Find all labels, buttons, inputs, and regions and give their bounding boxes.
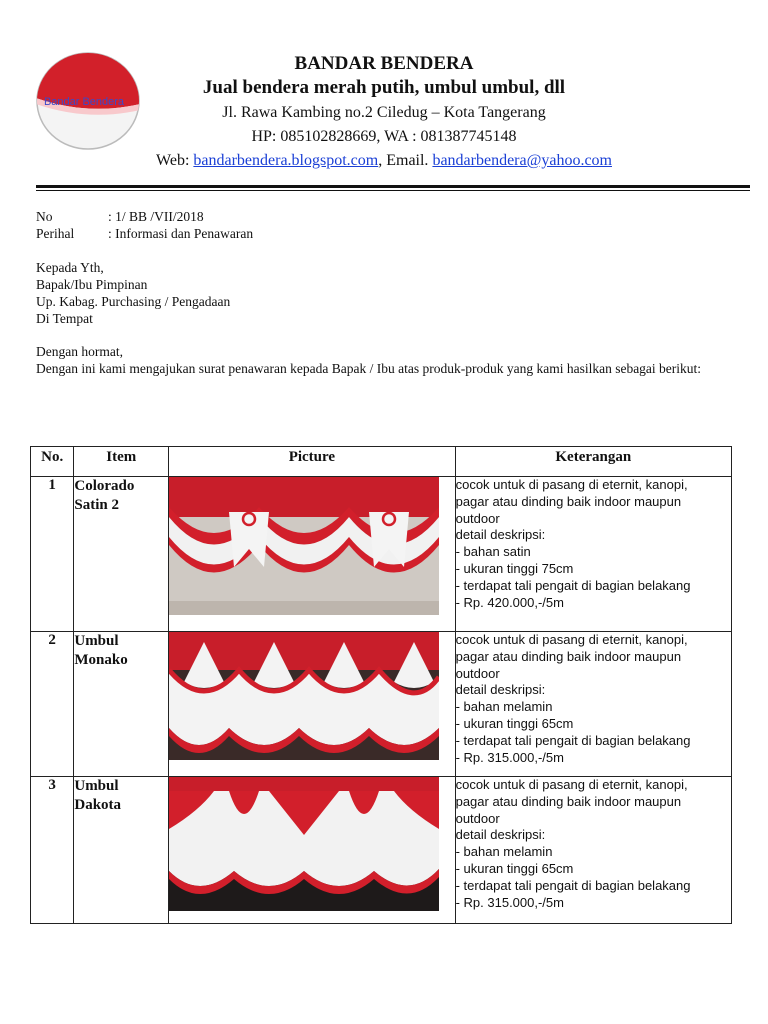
recipient-line: Up. Kabag. Purchasing / Pengadaan <box>36 294 231 309</box>
table-header-row <box>31 447 732 477</box>
description-line: - bahan melamin <box>455 844 553 860</box>
row-number: 3 <box>31 777 74 924</box>
subject-label: Perihal <box>36 226 75 241</box>
item-name-line: Dakota <box>74 797 122 813</box>
product-description <box>455 777 731 924</box>
description-line: cocok untuk di pasang di eternit, kanopi, <box>455 477 688 492</box>
description-line: - ukuran tinggi 65cm <box>455 860 574 876</box>
description-line: outdoor <box>455 810 500 826</box>
product-description <box>455 632 731 777</box>
description-line: detail deskripsi: <box>455 527 546 543</box>
company-phone: HP: 085102828669, WA : 081387745148 <box>251 128 517 145</box>
description-line: cocok untuk di pasang di eternit, kanopi, <box>455 777 688 792</box>
colorado-satin-photo <box>169 477 439 615</box>
header-item: Item <box>74 447 169 477</box>
recipient-line: Di Tempat <box>36 311 93 326</box>
umbul-dakota-photo <box>169 777 439 911</box>
product-picture-cell <box>169 477 455 632</box>
table-row <box>31 477 732 632</box>
description-line: - bahan melamin <box>455 699 553 715</box>
header-keterangan: Keterangan <box>455 447 731 477</box>
product-picture-cell <box>169 632 455 777</box>
description-line: pagar atau dinding baik indoor maupun <box>455 793 682 809</box>
item-name <box>74 477 169 632</box>
item-name-line: Colorado <box>74 478 135 494</box>
description-line: pagar atau dinding baik indoor maupun <box>455 648 682 664</box>
intro-paragraph: Dengan ini kami mengajukan surat penawaran kepada Bapak / Ibu atas produk-produk yang kami hasilkan sebagai berikut: <box>36 361 702 376</box>
description-line: detail deskripsi: <box>455 827 546 843</box>
item-name <box>74 777 169 924</box>
header-divider-thick <box>36 185 750 188</box>
website-link[interactable]: bandarbendera.blogspot.com <box>193 152 379 169</box>
email-label: , Email. <box>378 152 433 169</box>
header-no: No. <box>31 447 74 477</box>
price-line: - Rp. 315.000,-/5m <box>455 749 564 765</box>
letterhead <box>120 52 648 173</box>
greeting: Dengan hormat, <box>36 344 123 359</box>
product-table <box>30 446 732 924</box>
letter-meta <box>36 208 253 242</box>
item-name-line: Monako <box>74 652 128 668</box>
description-line: - ukuran tinggi 65cm <box>455 715 574 731</box>
item-name-line: Umbul <box>74 778 119 794</box>
description-line: - terdapat tali pengait di bagian belakang <box>455 732 691 748</box>
header-picture: Picture <box>169 447 455 477</box>
item-name <box>74 632 169 777</box>
product-picture-cell <box>169 777 455 924</box>
price-line: - Rp. 420.000,-/5m <box>455 594 564 610</box>
recipient-block <box>36 259 230 327</box>
recipient-line: Bapak/Ibu Pimpinan <box>36 277 148 292</box>
description-line: outdoor <box>455 510 500 526</box>
letter-body <box>36 343 726 377</box>
row-number: 2 <box>31 632 74 777</box>
product-description <box>455 477 731 632</box>
description-line: - bahan satin <box>455 544 531 560</box>
row-number: 1 <box>31 477 74 632</box>
table-row <box>31 777 732 924</box>
recipient-line: Kepada Yth, <box>36 260 104 275</box>
letter-number-value: : 1/ BB /VII/2018 <box>108 209 204 224</box>
company-tagline: Jual bendera merah putih, umbul umbul, dll <box>202 77 566 98</box>
description-line: - terdapat tali pengait di bagian belakang <box>455 877 691 893</box>
logo-text: Bandar Bendera <box>43 96 125 108</box>
description-line: cocok untuk di pasang di eternit, kanopi, <box>455 632 688 647</box>
company-contacts <box>120 149 648 173</box>
description-line: outdoor <box>455 665 500 681</box>
web-label: Web: <box>156 152 194 169</box>
price-line: - Rp. 315.000,-/5m <box>455 894 564 910</box>
description-line: detail deskripsi: <box>455 682 546 698</box>
table-row <box>31 632 732 777</box>
letter-number-label: No <box>36 209 53 224</box>
company-address: Jl. Rawa Kambing no.2 Ciledug – Kota Tangerang <box>222 104 546 121</box>
description-line: - terdapat tali pengait di bagian belakang <box>455 577 691 593</box>
company-name: BANDAR BENDERA <box>294 53 474 74</box>
umbul-monako-photo <box>169 632 439 760</box>
header-divider-thin <box>36 190 750 191</box>
description-line: - ukuran tinggi 75cm <box>455 560 574 576</box>
description-line: pagar atau dinding baik indoor maupun <box>455 493 682 509</box>
subject-value: : Informasi dan Penawaran <box>108 226 254 241</box>
email-link[interactable]: bandarbendera@yahoo.com <box>432 152 612 169</box>
item-name-line: Umbul <box>74 633 119 649</box>
item-name-line: Satin 2 <box>74 497 119 513</box>
